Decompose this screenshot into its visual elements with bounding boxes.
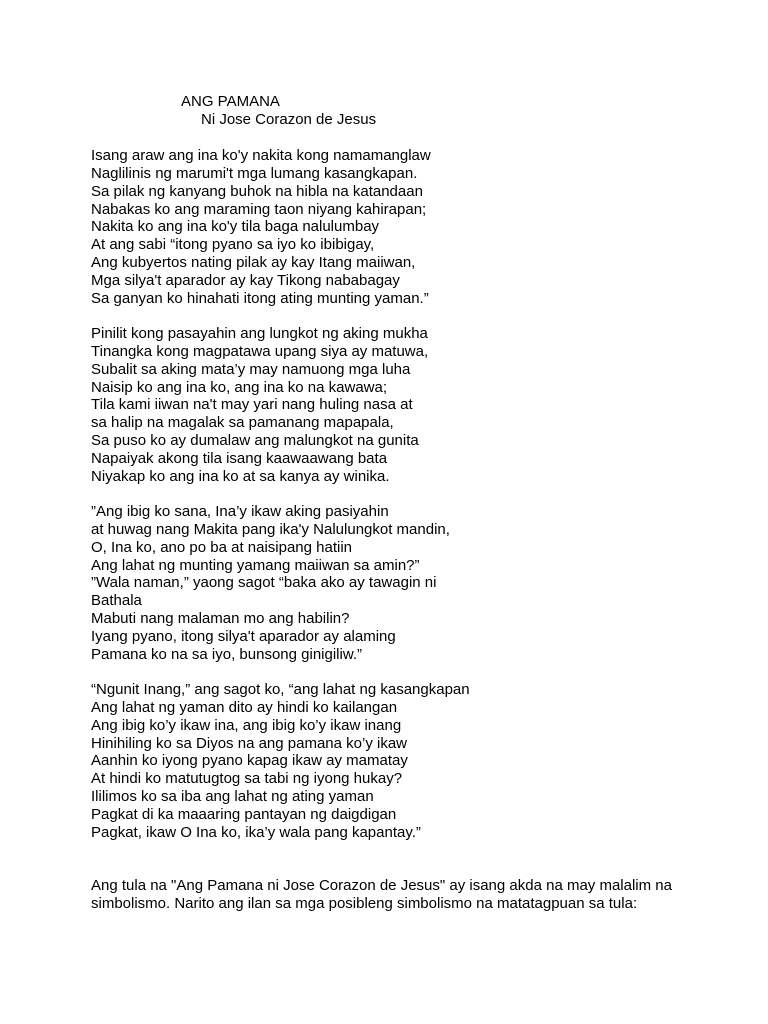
poem-line: Nakita ko ang ina ko'y tila baga nalulumbay <box>91 218 380 236</box>
poem-line: ”Wala naman,” yaong sagot “baka ako ay tawagin ni <box>91 574 437 592</box>
poem-line: Pamana ko na sa iyo, bunsong ginigiliw.” <box>91 645 362 663</box>
poem-line: Subalit sa aking mata’y may namuong mga luha <box>91 360 411 378</box>
stanza-2 <box>91 325 711 486</box>
poem-line: Pinilit kong pasayahin ang lungkot ng aking mukha <box>91 325 428 342</box>
poem-line: Ang ibig ko’y ikaw ina, ang ibig ko’y ikaw inang <box>91 716 402 734</box>
poem-line: sa halip na magalak sa pamanang mapapala, <box>91 414 394 432</box>
poem-line: Niyakap ko ang ina ko at sa kanya ay winika. <box>91 467 390 485</box>
poem-line: Ililimos ko sa iba ang lahat ng ating yaman <box>91 788 374 806</box>
poem-author: Ni Jose Corazon de Jesus <box>201 111 377 128</box>
poem-line: Tinangka kong magpatawa upang siya ay matuwa, <box>91 342 429 360</box>
poem-line: Mga silya't aparador ay kay Tikong nababagay <box>91 271 400 289</box>
poem-line: Sa pilak ng kanyang buhok na hibla na katandaan <box>91 182 423 200</box>
poem-line: Naisip ko ang ina ko, ang ina ko na kawawa; <box>91 378 388 396</box>
poem-line: Bathala <box>91 592 142 610</box>
poem-line: Ang lahat ng munting yamang maiiwan sa amin?” <box>91 556 420 574</box>
paragraph-line: Ang tula na "Ang Pamana ni Jose Corazon de Jesus" ay isang akda na may malalim na <box>91 877 672 894</box>
paragraph-line: simbolismo. Narito ang ilan sa mga posibleng simbolismo na matatagpuan sa tula: <box>91 895 638 912</box>
poem-line: Mabuti nang malaman mo ang habilin? <box>91 610 350 628</box>
poem-line: Iyang pyano, itong silya't aparador ay alaming <box>91 627 396 645</box>
poem-line: ”Ang ibig ko sana, Ina’y ikaw aking pasiyahin <box>91 503 389 520</box>
poem-line: Nabakas ko ang maraming taon niyang kahirapan; <box>91 200 427 218</box>
poem-line: Isang araw ang ina ko'y nakita kong namamanglaw <box>91 147 431 164</box>
stanza-4 <box>91 681 711 842</box>
poem-line: Napaiyak akong tila isang kaawaawang bata <box>91 449 388 467</box>
poem-line: Sa ganyan ko hinahati itong ating munting yaman.” <box>91 289 429 307</box>
poem-line: Sa puso ko ay dumalaw ang malungkot na gunita <box>91 432 419 450</box>
stanza-3 <box>91 503 711 664</box>
poem-line: Tila kami iiwan na't may yari nang huling nasa at <box>91 396 413 414</box>
poem-line: at huwag nang Makita pang ika'y Nalulungkot mandin, <box>91 520 450 538</box>
analysis-paragraph <box>91 877 701 913</box>
poem-line: Pagkat, ikaw O Ina ko, ika’y wala pang kapantay.” <box>91 823 421 841</box>
stanza-1 <box>91 147 711 308</box>
poem-line: “Ngunit Inang,” ang sagot ko, “ang lahat ng kasangkapan <box>91 681 470 698</box>
poem-line: Hinihiling ko sa Diyos na ang pamana ko’y ikaw <box>91 734 407 752</box>
poem-line: Naglilinis ng marumi't mga lumang kasangkapan. <box>91 164 418 182</box>
poem-line: O, Ina ko, ano po ba at naisipang hatiin <box>91 538 353 556</box>
poem-line: Ang lahat ng yaman dito ay hindi ko kailangan <box>91 698 398 716</box>
poem-line: Aanhin ko iyong pyano kapag ikaw ay mamatay <box>91 752 408 770</box>
poem-line: Pagkat di ka maaaring pantayan ng daigdigan <box>91 805 397 823</box>
poem-line: At ang sabi “itong pyano sa iyo ko ibibigay, <box>91 236 375 254</box>
poem-line: At hindi ko matutugtog sa tabi ng iyong hukay? <box>91 770 403 788</box>
poem-line: Ang kubyertos nating pilak ay kay Itang maiiwan, <box>91 254 416 272</box>
poem-title: ANG PAMANA <box>181 93 280 110</box>
